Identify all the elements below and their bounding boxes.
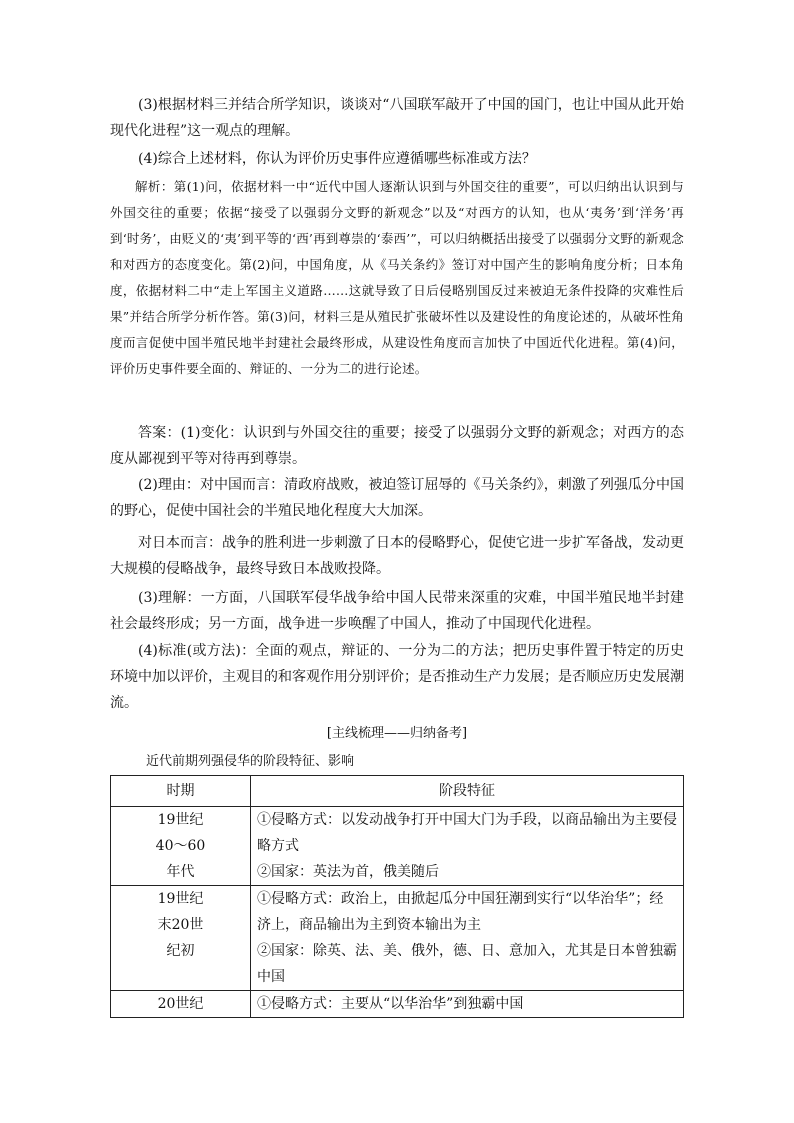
period-cell bbox=[111, 991, 251, 1018]
stage-table bbox=[110, 775, 684, 1018]
feature-item: ①侵略方式：政治上，由掀起瓜分中国狂潮到实行“以华治华”；经济上，商品输出为主到资本输出为主 bbox=[257, 891, 664, 933]
question-4: (4)综合上述材料，你认为评价历史事件应遵循哪些标准或方法？ bbox=[138, 151, 536, 167]
period-line: 19世纪 bbox=[157, 812, 204, 828]
feature-item: ②国家：英法为首，俄美随后 bbox=[257, 864, 439, 880]
answer-2b: 对日本而言：战争的胜利进一步刺激了日本的侵略野心，促使它进一步扩军备战，发动更大规模的侵略战争，最终导致日本战败投降。 bbox=[110, 535, 684, 577]
period-line: 19世纪 bbox=[157, 891, 204, 907]
period-cell bbox=[111, 807, 251, 886]
features-cell bbox=[251, 991, 684, 1018]
table-row bbox=[111, 886, 684, 991]
feature-item: ①侵略方式：主要从“以华治华”到独霸中国 bbox=[257, 996, 524, 1012]
table-row bbox=[111, 991, 684, 1018]
table-caption: 近代前期列强侵华的阶段特征、影响 bbox=[146, 754, 355, 769]
period-line: 40～60 bbox=[155, 838, 206, 854]
period-line: 纪初 bbox=[166, 943, 195, 959]
section-title: [主线梳理——归纳备考] bbox=[326, 726, 468, 741]
table-row bbox=[111, 807, 684, 886]
table-header-row bbox=[111, 776, 684, 807]
features-cell bbox=[251, 886, 684, 991]
feature-item: ②国家：除英、法、美、俄外，德、日、意加入，尤其是日本曾独霸中国 bbox=[257, 943, 677, 985]
analysis-text: 解析：第(1)问，依据材料一中“近代中国人逐渐认识到与外国交往的重要”，可以归纳出认识到与外国交往的重要；依据“接受了以强弱分文野的新观念”以及“对西方的认知，也从‘夷务’到‘洋务’再到‘时务’，由贬义的‘夷’到平等的‘西’再到尊崇的‘泰西’”，可以归纳概括出接受了以强弱分文野的新观念和对西方的态度变化。第(2)问，中国角度，从《马关条约》签订对中国产生的影响角度分析；日本角度，依据材料二中“走上军国主义道路……这就导致了日后侵略别国反过来被迫无条件投降的灾难性后果”并结合所学分析作答。第(3)问，材料三是从殖民扩张破坏性以及建设性的角度论述的，从破坏性角度而言促使中国半殖民地半封建社会最终形成，从建设性角度而言加快了中国近代化进程。第(4)问，评价历史事件要全面的、辩证的、一分为二的进行论述。 bbox=[110, 179, 684, 376]
feature-item: ①侵略方式：以发动战争打开中国大门为手段，以商品输出为主要侵略方式 bbox=[257, 812, 677, 854]
period-cell bbox=[111, 886, 251, 991]
features-cell bbox=[251, 807, 684, 886]
period-line: 20世纪 bbox=[157, 996, 204, 1012]
period-line: 年代 bbox=[166, 864, 195, 880]
answer-4: (4)标准(或方法)：全面的观点，辩证的、一分为二的方法；把历史事件置于特定的历史环境中加以评价，主观目的和客观作用分别评价；是否推动生产力发展；是否顺应历史发展潮流。 bbox=[110, 643, 684, 711]
question-3: (3)根据材料三并结合所学知识，谈谈对“八国联军敲开了中国的国门，也让中国从此开始现代化进程”这一观点的理解。 bbox=[110, 97, 684, 139]
answer-2a: (2)理由：对中国而言：清政府战败，被迫签订屈辱的《马关条约》，刺激了列强瓜分中国的野心，促使中国社会的半殖民地化程度大大加深。 bbox=[110, 477, 684, 519]
header-period: 时期 bbox=[111, 776, 251, 807]
period-line: 末20世 bbox=[157, 917, 204, 933]
header-features: 阶段特征 bbox=[251, 776, 684, 807]
answer-1: 答案：(1)变化：认识到与外国交往的重要；接受了以强弱分文野的新观念；对西方的态度从鄙视到平等对待再到尊崇。 bbox=[110, 425, 684, 467]
answer-3: (3)理解：一方面，八国联军侵华战争给中国人民带来深重的灾难，中国半殖民地半封建社会最终形成；另一方面，战争进一步唤醒了中国人，推动了中国现代化进程。 bbox=[110, 590, 684, 632]
